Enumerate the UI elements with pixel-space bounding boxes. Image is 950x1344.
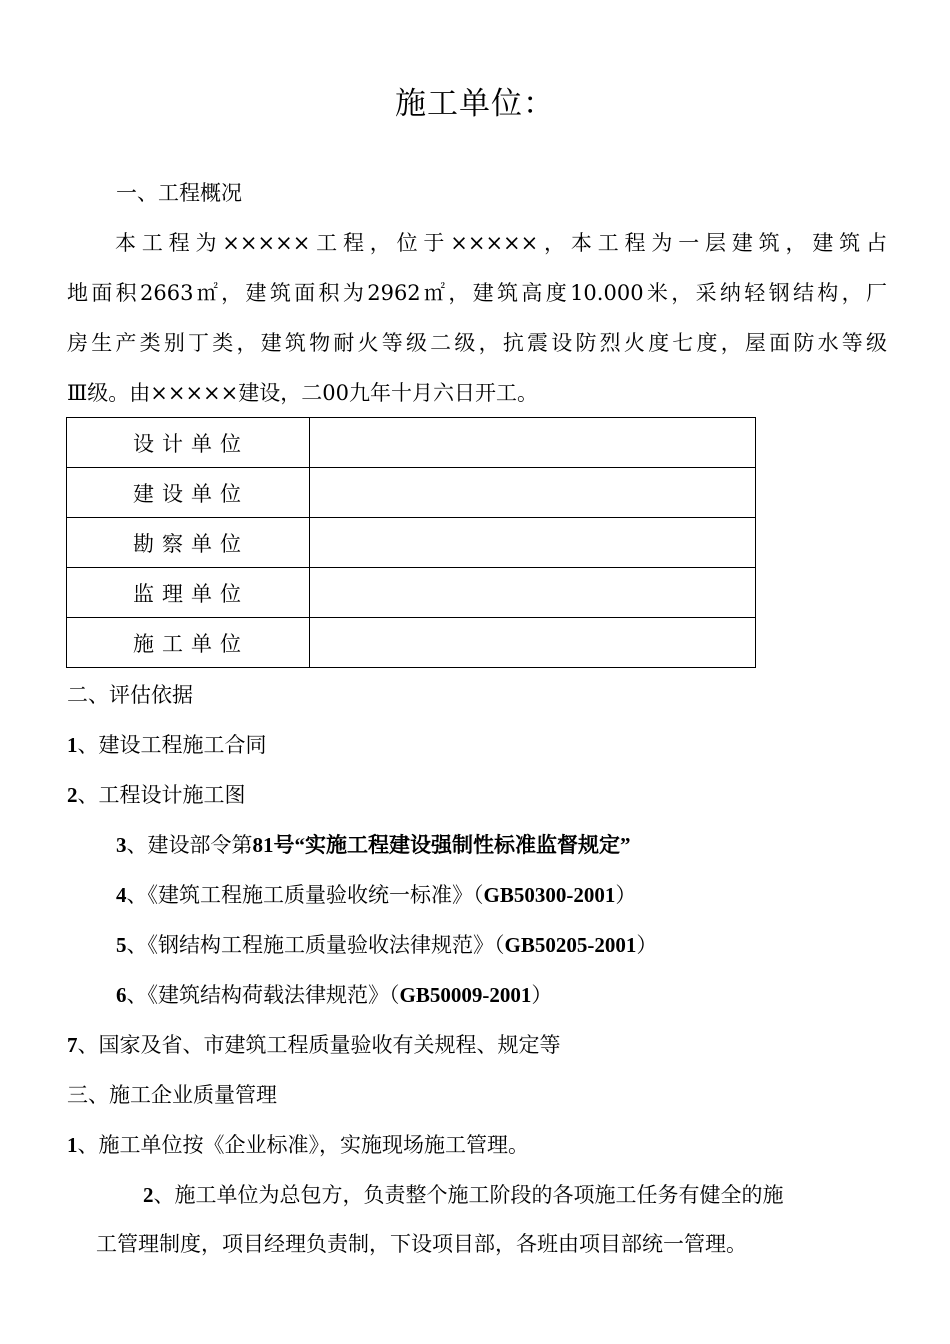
item-text: 、建设工程施工合同 bbox=[77, 733, 267, 757]
item-number: 6 bbox=[116, 983, 127, 1007]
unit-label: 监理单位 bbox=[67, 568, 310, 618]
management-item-1 bbox=[67, 1131, 529, 1159]
overview-line-3: 房生产类别丁类，建筑物耐火等级二级，抗震设防烈火度七度，屋面防水等级 bbox=[67, 331, 887, 355]
basis-item-5 bbox=[116, 931, 657, 959]
item-number: 2 bbox=[67, 783, 78, 807]
project-overview-paragraph bbox=[67, 218, 887, 418]
table-row bbox=[67, 568, 756, 618]
unit-value bbox=[309, 568, 755, 618]
item-text: 、《建筑工程施工质量验收统一标准》（ bbox=[126, 883, 484, 907]
management-item-2-line-2: 工管理制度，项目经理负责制，下设项目部，各班由项目部统一管理。 bbox=[96, 1232, 747, 1256]
table-row bbox=[67, 518, 756, 568]
item-number: 7 bbox=[67, 1033, 78, 1057]
item-number: 2 bbox=[143, 1183, 154, 1207]
item-text: 、建设部令第 bbox=[126, 833, 253, 857]
unit-value bbox=[309, 618, 755, 668]
item-text-2: 号“实施工程建设强制性标准监督规定” bbox=[273, 833, 631, 857]
unit-label: 施工单位 bbox=[67, 618, 310, 668]
standard-code: GB50205-2001 bbox=[504, 933, 637, 957]
overview-line-4: Ⅲ级。由×××××建设，二00九年十月六日开工。 bbox=[67, 381, 538, 405]
item-text: 、工程设计施工图 bbox=[77, 783, 246, 807]
item-text: 、施工单位按《企业标准》，实施现场施工管理。 bbox=[77, 1133, 529, 1157]
item-tail: ） bbox=[615, 883, 637, 907]
section3-heading: 三、施工企业质量管理 bbox=[67, 1083, 277, 1107]
basis-item-4 bbox=[116, 881, 636, 909]
basis-item-7 bbox=[67, 1031, 561, 1059]
item-tail: ） bbox=[531, 983, 553, 1007]
section1-heading: 一、工程概况 bbox=[116, 181, 242, 205]
item-number: 4 bbox=[116, 883, 127, 907]
basis-item-3 bbox=[116, 831, 631, 859]
item-number: 3 bbox=[116, 833, 127, 857]
item-number: 1 bbox=[67, 733, 78, 757]
basis-item-6 bbox=[116, 981, 552, 1009]
decree-number: 81 bbox=[252, 833, 274, 857]
table-row bbox=[67, 418, 756, 468]
item-text: 、《建筑结构荷载法律规范》（ bbox=[126, 983, 400, 1007]
basis-item-2 bbox=[67, 781, 246, 809]
management-item-2-line-1 bbox=[143, 1181, 784, 1209]
basis-item-1 bbox=[67, 731, 267, 759]
unit-value bbox=[309, 468, 755, 518]
item-text: 、国家及省、市建筑工程质量验收有关规程、规定等 bbox=[77, 1033, 561, 1057]
overview-line-1: 本工程为×××××工程，位于×××××，本工程为一层建筑，建筑占 bbox=[115, 231, 887, 255]
item-text: 、《钢结构工程施工质量验收法律规范》（ bbox=[126, 933, 505, 957]
table-row bbox=[67, 618, 756, 668]
page-title: 施工单位： bbox=[395, 86, 555, 122]
item-number: 5 bbox=[116, 933, 127, 957]
unit-label: 设计单位 bbox=[67, 418, 310, 468]
standard-code: GB50009-2001 bbox=[399, 983, 532, 1007]
standard-code: GB50300-2001 bbox=[483, 883, 616, 907]
overview-line-2: 地面积2663㎡，建筑面积为2962㎡，建筑高度10.000米，采纳轻钢结构，厂 bbox=[67, 281, 887, 305]
units-table bbox=[66, 417, 756, 668]
table-row bbox=[67, 468, 756, 518]
item-number: 1 bbox=[67, 1133, 78, 1157]
section2-heading: 二、评估依据 bbox=[67, 683, 193, 707]
item-tail: ） bbox=[636, 933, 658, 957]
unit-value bbox=[309, 418, 755, 468]
item-text: 、施工单位为总包方，负责整个施工阶段的各项施工任务有健全的施 bbox=[153, 1183, 784, 1207]
unit-label: 建设单位 bbox=[67, 468, 310, 518]
unit-value bbox=[309, 518, 755, 568]
unit-label: 勘察单位 bbox=[67, 518, 310, 568]
